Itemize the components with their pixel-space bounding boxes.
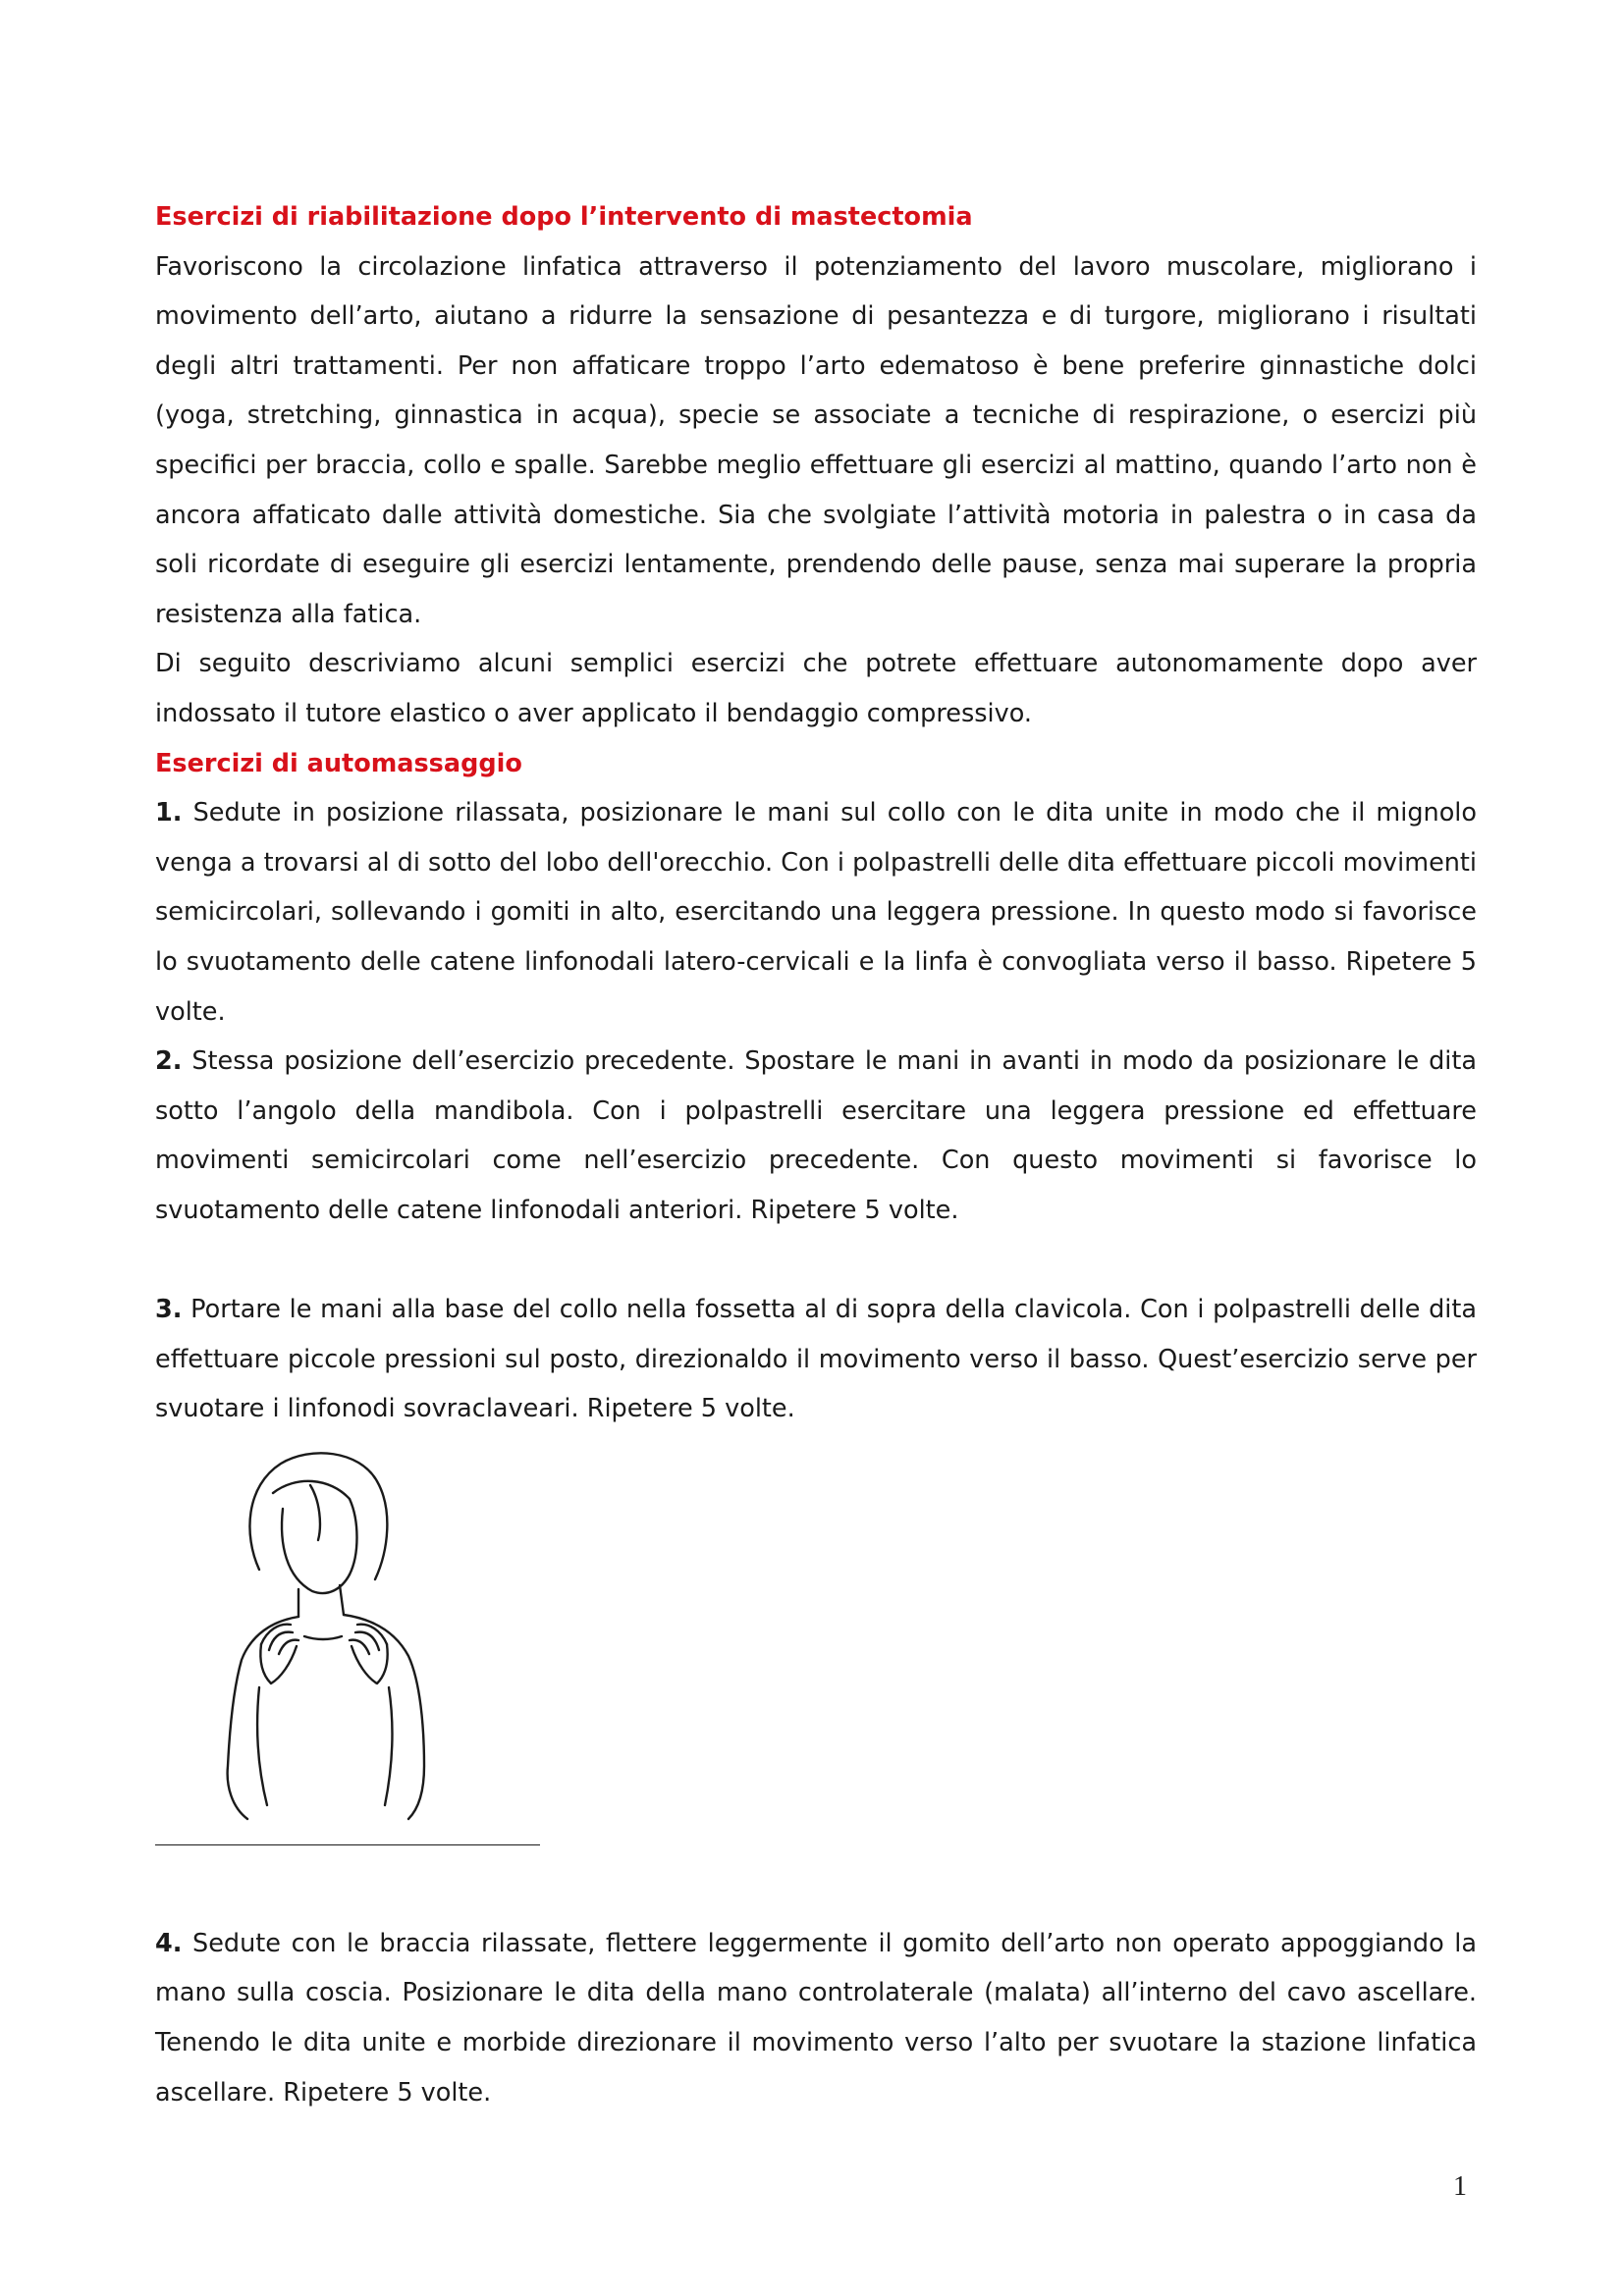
intro-paragraph: Favoriscono la circolazione linfatica attraverso il potenziamento del lavoro muscolare, migliorano i movimento dell’arto, aiutano a ridurre la sensazione di pesantezza e di turgore, migliorano i risultati degli altri trattamenti. Per non affaticare troppo l’arto edematoso è bene preferire ginnastiche dolci (yoga, stretching, ginnastica in acqua), specie se associate a tecniche di respirazione, o esercizi più specifici per braccia, collo e spalle. Sarebbe meglio effettuare gli esercizi al mattino, quando l’arto non è ancora affaticato dalle attività domestiche. Sia che svolgiate l’attività motoria in palestra o in casa da soli ricordate di eseguire gli esercizi lentamente, prendendo delle pause, senza mai superare la propria resistenza alla fatica. [155, 251, 1477, 629]
document-body [155, 192, 1477, 2117]
exercise-item [155, 788, 1477, 1037]
exercise-number: 1. [155, 798, 183, 828]
illustration-figure [155, 1434, 1477, 1854]
section-title: Esercizi di automassaggio [155, 748, 522, 778]
exercise-text: Sedute in posizione rilassata, posizionare le mani sul collo con le dita unite in modo che il mignolo venga a trovarsi al di sotto del lobo dell'orecchio. Con i polpastrelli delle dita effettuare piccoli movimenti semicircolari, sollevando i gomiti in alto, esercitando una leggera pressione. In questo modo si favorisce lo svuotamento delle catene linfonodali latero-cervicali e la linfa è convogliata verso il basso. Ripetere 5 volte. [155, 798, 1477, 1027]
intro-paragraph: Di seguito descriviamo alcuni semplici esercizi che potrete effettuare autonomamente dopo aver indossato il tutore elastico o aver applicato il bendaggio compressivo. [155, 649, 1477, 728]
exercise-text: Portare le mani alla base del collo nella fossetta al di sopra della clavicola. Con i polpastrelli delle dita effettuare piccole pressioni sul posto, direzionaldo il movimento verso il basso. Quest’esercizio serve per svuotare i linfonodi sovraclaveari. Ripetere 5 volte. [155, 1295, 1477, 1424]
exercise-number: 3. [155, 1295, 183, 1325]
page-number: 1 [1453, 2171, 1467, 2202]
exercise-text: Stessa posizione dell’esercizio precedente. Spostare le mani in avanti in modo da posizionare le dita sotto l’angolo della mandibola. Con i polpastrelli esercitare una leggera pressione ed effettuare movimenti semicircolari come nell’esercizio precedente. Con questo movimenti si favorisce lo svuotamento delle catene linfonodali anteriori. Ripetere 5 volte. [155, 1046, 1477, 1225]
exercise-item [155, 1285, 1477, 1434]
figure-separator-line [155, 1844, 540, 1845]
spacer [155, 1854, 1477, 1919]
woman-self-massage-illustration-icon [202, 1442, 497, 1835]
exercise-number: 4. [155, 1928, 183, 1958]
exercise-number: 2. [155, 1046, 183, 1077]
exercise-text: Sedute con le braccia rilassate, flettere leggermente il gomito dell’arto non operato appoggiando la mano sulla coscia. Posizionare le dita della mano controlaterale (malata) all’interno del cavo ascellare. Tenendo le dita unite e morbide direzionare il movimento verso l’alto per svuotare la stazione linfatica ascellare. Ripetere 5 volte. [155, 1928, 1477, 2108]
document-title: Esercizi di riabilitazione dopo l’intervento di mastectomia [155, 202, 973, 232]
exercise-item [155, 1919, 1477, 2117]
blank-line [155, 1235, 1477, 1285]
exercise-item [155, 1037, 1477, 1235]
